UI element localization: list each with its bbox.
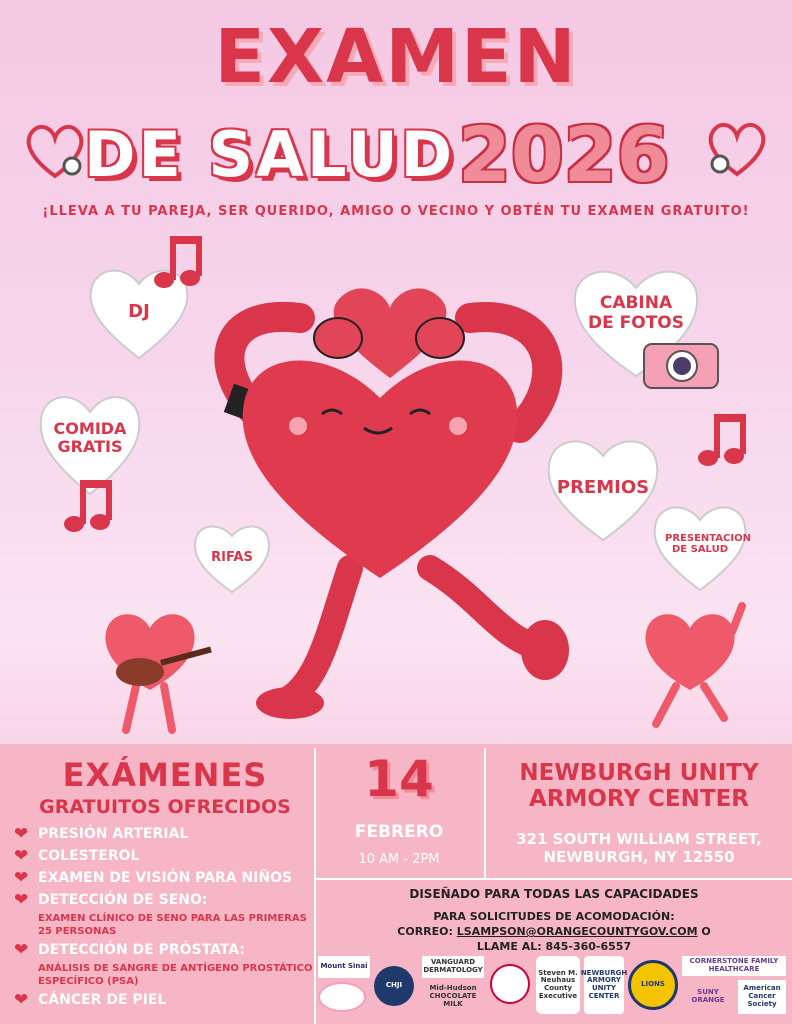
logo-acs: American Cancer Society	[738, 980, 786, 1014]
bubble-raffles-label: RIFAS	[211, 549, 253, 565]
logo-suny-orange: SUNY ORANGE	[691, 988, 725, 1004]
exam-list	[14, 824, 314, 1012]
venue-address	[486, 830, 792, 866]
music-note-icon	[692, 414, 752, 474]
list-item: ❤ PRESIÓN ARTERIAL	[14, 824, 189, 844]
event-time: 10 AM - 2PM	[358, 852, 440, 867]
logo-cornerstone: CORNERSTONE FAMILY HEALTHCARE	[682, 956, 786, 976]
logo-lions: LIONS	[628, 960, 678, 1010]
list-item: ❤ CÁNCER DE PIEL	[14, 990, 167, 1010]
contact-email-line: CORREO: LSAMPSON@ORANGECOUNTYGOV.COM O	[397, 925, 711, 939]
heart-bullet-icon: ❤	[14, 940, 29, 960]
contact-email-link[interactable]: LSAMPSON@ORANGECOUNTYGOV.COM	[456, 925, 698, 939]
heart-bullet-icon: ❤	[14, 868, 29, 888]
divider	[314, 878, 792, 880]
address-line-2: NEWBURGH, NY 12550	[543, 848, 735, 866]
list-item: ❤ DETECCIÓN DE PRÓSTATA:	[14, 940, 245, 960]
heart-bullet-icon: ❤	[14, 890, 29, 910]
music-note-icon	[58, 480, 118, 540]
logo-neuhaus: Steven M. Neuhaus County Executive	[536, 956, 580, 1014]
address-line-1: 321 SOUTH WILLIAM STREET,	[516, 830, 762, 848]
camera-icon	[642, 332, 722, 392]
stethoscope-heart-right-icon	[704, 118, 770, 180]
heart-bullet-icon: ❤	[14, 846, 29, 866]
logo-vanguard: VANGUARD DERMATOLOGY	[422, 956, 484, 978]
music-note-icon	[148, 236, 208, 296]
poster-subtitle: DE SALUD	[84, 118, 456, 191]
venue-name: NEWBURGH UNITY ARMORY CENTER	[519, 760, 759, 813]
cheering-heart-character-icon	[620, 598, 760, 740]
accessibility-info	[316, 886, 792, 955]
event-month: FEBRERO	[354, 822, 444, 842]
exams-subtitle: GRATUITOS OFRECIDOS	[39, 796, 291, 818]
accessibility-title: DISEÑADO PARA TODAS LAS CAPACIDADES	[409, 887, 699, 901]
heart-bullet-icon: ❤	[14, 824, 29, 844]
logo-armory: NEWBURGH ARMORY UNITY CENTER	[584, 956, 624, 1014]
sponsor-logos	[318, 952, 788, 1018]
bubble-dj-label: DJ	[128, 300, 150, 322]
poster-title: EXAMEN	[214, 14, 578, 100]
accommodation-request: PARA SOLICITUDES DE ACOMODACIÓN:	[433, 910, 675, 924]
dancing-heart-mascot-icon	[200, 278, 580, 728]
bubble-prizes-label: PREMIOS	[556, 476, 650, 498]
list-item-detail: ANÁLISIS DE SANGRE DE ANTÍGENO PROSTÁTICO ESPECÍFICO (PSA)	[38, 963, 313, 987]
contact-phone: LLAME AL: 845-360-6557	[476, 939, 632, 953]
tagline: ¡LLEVA A TU PAREJA, SER QUERIDO, AMIGO O VECINO Y OBTÉN TU EXAMEN GRATUITO!	[42, 204, 750, 219]
list-item: ❤ DETECCIÓN DE SENO:	[14, 890, 208, 910]
logo-orange-county-icon	[318, 982, 366, 1012]
logo-mount-sinai: Mount Sinai	[318, 956, 370, 978]
guitar-heart-character-icon	[80, 598, 220, 740]
list-item-detail: EXAMEN CLÍNICO DE SENO PARA LAS PRIMERAS 25 PERSONAS	[38, 913, 307, 937]
bubble-raffles	[190, 520, 274, 596]
logo-hudson-milk: Mid-Hudson CHOCOLATE MILK	[429, 984, 477, 1008]
list-item: ❤ EXAMEN DE VISIÓN PARA NIÑOS	[14, 868, 293, 888]
stethoscope-heart-left-icon	[22, 120, 88, 182]
logo-seal-icon	[490, 964, 530, 1004]
bubble-free-food-label: COMIDA GRATIS	[53, 418, 127, 456]
logo-chji: CHJI	[374, 966, 414, 1006]
bubble-photo-booth-label: CABINA DE FOTOS	[588, 293, 684, 333]
event-day: 14	[364, 750, 434, 808]
poster-year: 2026	[458, 110, 670, 199]
bubble-health-presentation	[648, 500, 752, 594]
exams-title: EXÁMENES	[62, 756, 268, 794]
bubble-health-presentation-label: PRESENTACION DE SALUD	[665, 532, 751, 555]
heart-bullet-icon: ❤	[14, 990, 29, 1010]
list-item: ❤ COLESTEROL	[14, 846, 140, 866]
